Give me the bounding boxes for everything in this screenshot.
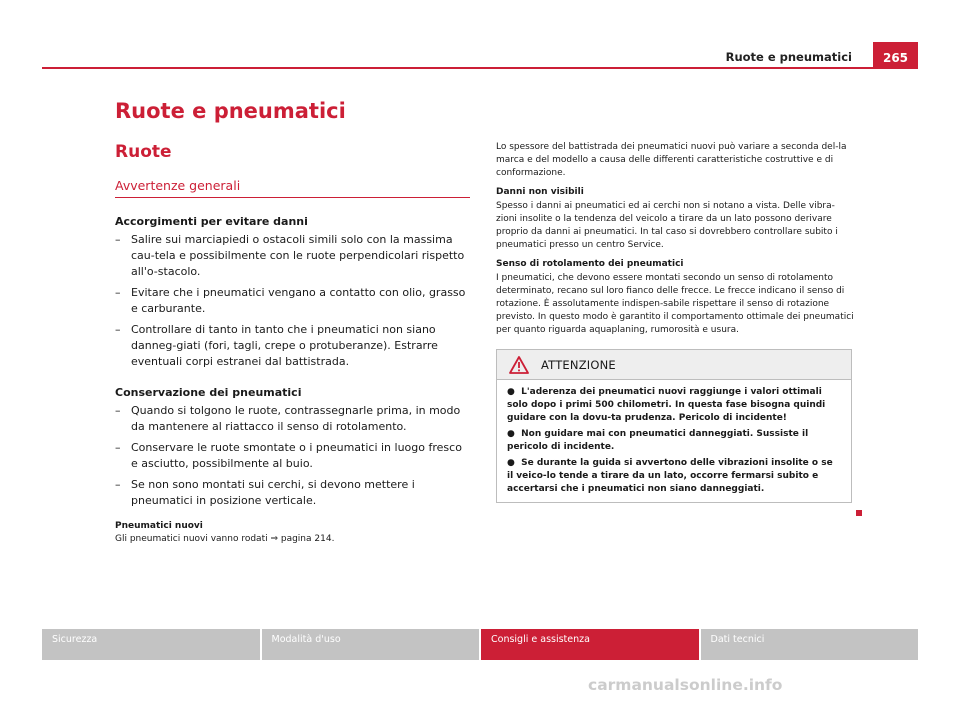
dash-marker: – [115, 404, 121, 417]
bullet-marker: ● [507, 458, 515, 468]
running-header-title: Ruote e pneumatici [725, 50, 852, 64]
chapter-title: Ruote e pneumatici [115, 99, 346, 123]
footer-tab-sicurezza[interactable]: Sicurezza [42, 629, 260, 660]
conservazione-heading: Conservazione dei pneumatici [115, 386, 302, 399]
warning-triangle-icon [509, 356, 529, 374]
warning-item: ● Se durante la guida si avvertono delle vibrazioni insolite o se il veico-lo tende a tirare da un lato, occorre fermarsi subito e accertarsi che i pneumatici non siano danneggiati. [507, 458, 833, 494]
list-item: – Conservare le ruote smontate o i pneumatici in luogo fresco e asciutto, possibilmente al buio. [115, 441, 462, 470]
list-item: – Se non sono montati sui cerchi, si devono mettere i pneumatici in posizione verticale. [115, 478, 415, 507]
warning-title: ATTENZIONE [541, 357, 616, 372]
footer-tab-consigli-assistenza[interactable]: Consigli e assistenza [481, 629, 699, 660]
danni-heading: Danni non visibili [496, 187, 584, 197]
warning-box [496, 349, 852, 503]
footer-tab-modalita-uso[interactable]: Modalità d'uso [262, 629, 480, 660]
pneumatici-nuovi-heading: Pneumatici nuovi [115, 521, 203, 531]
section-end-marker [856, 510, 862, 516]
list-item: – Quando si tolgono le ruote, contrassegnarle prima, in modo da mantenere al riattacco il senso di rotolamento. [115, 404, 461, 433]
warning-item: ● L'aderenza dei pneumatici nuovi raggiunge i valori ottimali solo dopo i primi 500 chilometri. In questa fase bisogna quindi guidare con la dovu-ta prudenza. Pericolo di incidente! [507, 387, 826, 423]
pneumatici-nuovi-text: Gli pneumatici nuovi vanno rodati ⇒ pagina 214. [115, 534, 335, 544]
bullet-marker: ● [507, 429, 515, 439]
left-column [115, 96, 470, 546]
dash-marker: – [115, 323, 121, 336]
senso-text: I pneumatici, che devono essere montati secondo un senso di rotolamento determinato, recano sul loro fianco delle frecce. Le frecce indicano il senso di rotazione. È assolutamente indispen-sabile rispettare il senso di rotazione previsto. In questo modo è garantito il comportamento ottimale dei pneumatici per quanto riguarda aquaplaning, rumorosità e usura. [496, 273, 854, 335]
list-item: – Evitare che i pneumatici vengano a contatto con olio, grasso e carburante. [115, 286, 466, 315]
danni-text: Spesso i danni ai pneumatici ed ai cerchi non si notano a vista. Delle vibra-zioni insolite o la tendenza del veicolo a tirare da un lato possono derivare proprio da danni ai pneumatici. In tal caso si dovrebbero controllare subito i pneumatici presso un centro Service. [496, 201, 838, 250]
intro-paragraph: Lo spessore del battistrada dei pneumatici nuovi può variare a seconda del-la marca e del modello a causa delle differenti caratteristiche costruttive e di conformazione. [496, 142, 847, 178]
footer-nav [42, 629, 918, 660]
section-title: Ruote [115, 142, 172, 162]
list-item: – Controllare di tanto in tanto che i pneumatici non siano danneg-giati (fori, tagli, crepe o protuberanze). Estrarre eventuali corpi estranei dal battistrada. [115, 323, 438, 368]
accorgimenti-heading: Accorgimenti per evitare danni [115, 215, 308, 228]
right-column [496, 140, 854, 503]
warning-item: ● Non guidare mai con pneumatici danneggiati. Sussiste il pericolo di incidente. [507, 429, 809, 452]
subsection-title: Avvertenze generali [115, 177, 470, 198]
bullet-marker: ● [507, 387, 515, 397]
warning-header [497, 350, 851, 380]
header-rule [42, 67, 918, 69]
senso-heading: Senso di rotolamento dei pneumatici [496, 259, 684, 269]
warning-body [497, 380, 851, 502]
dash-marker: – [115, 233, 121, 246]
footer-tab-dati-tecnici[interactable]: Dati tecnici [701, 629, 919, 660]
conservazione-list [115, 403, 470, 509]
dash-marker: – [115, 286, 121, 299]
watermark: carmanualsonline.info [588, 676, 783, 694]
list-item: – Salire sui marciapiedi o ostacoli simili solo con la massima cau-tela e possibilmente con le ruote perpendicolari rispetto all'o-stacolo. [115, 233, 465, 278]
dash-marker: – [115, 478, 121, 491]
page-number: 265 [873, 42, 918, 68]
dash-marker: – [115, 441, 121, 454]
accorgimenti-list [115, 232, 470, 370]
